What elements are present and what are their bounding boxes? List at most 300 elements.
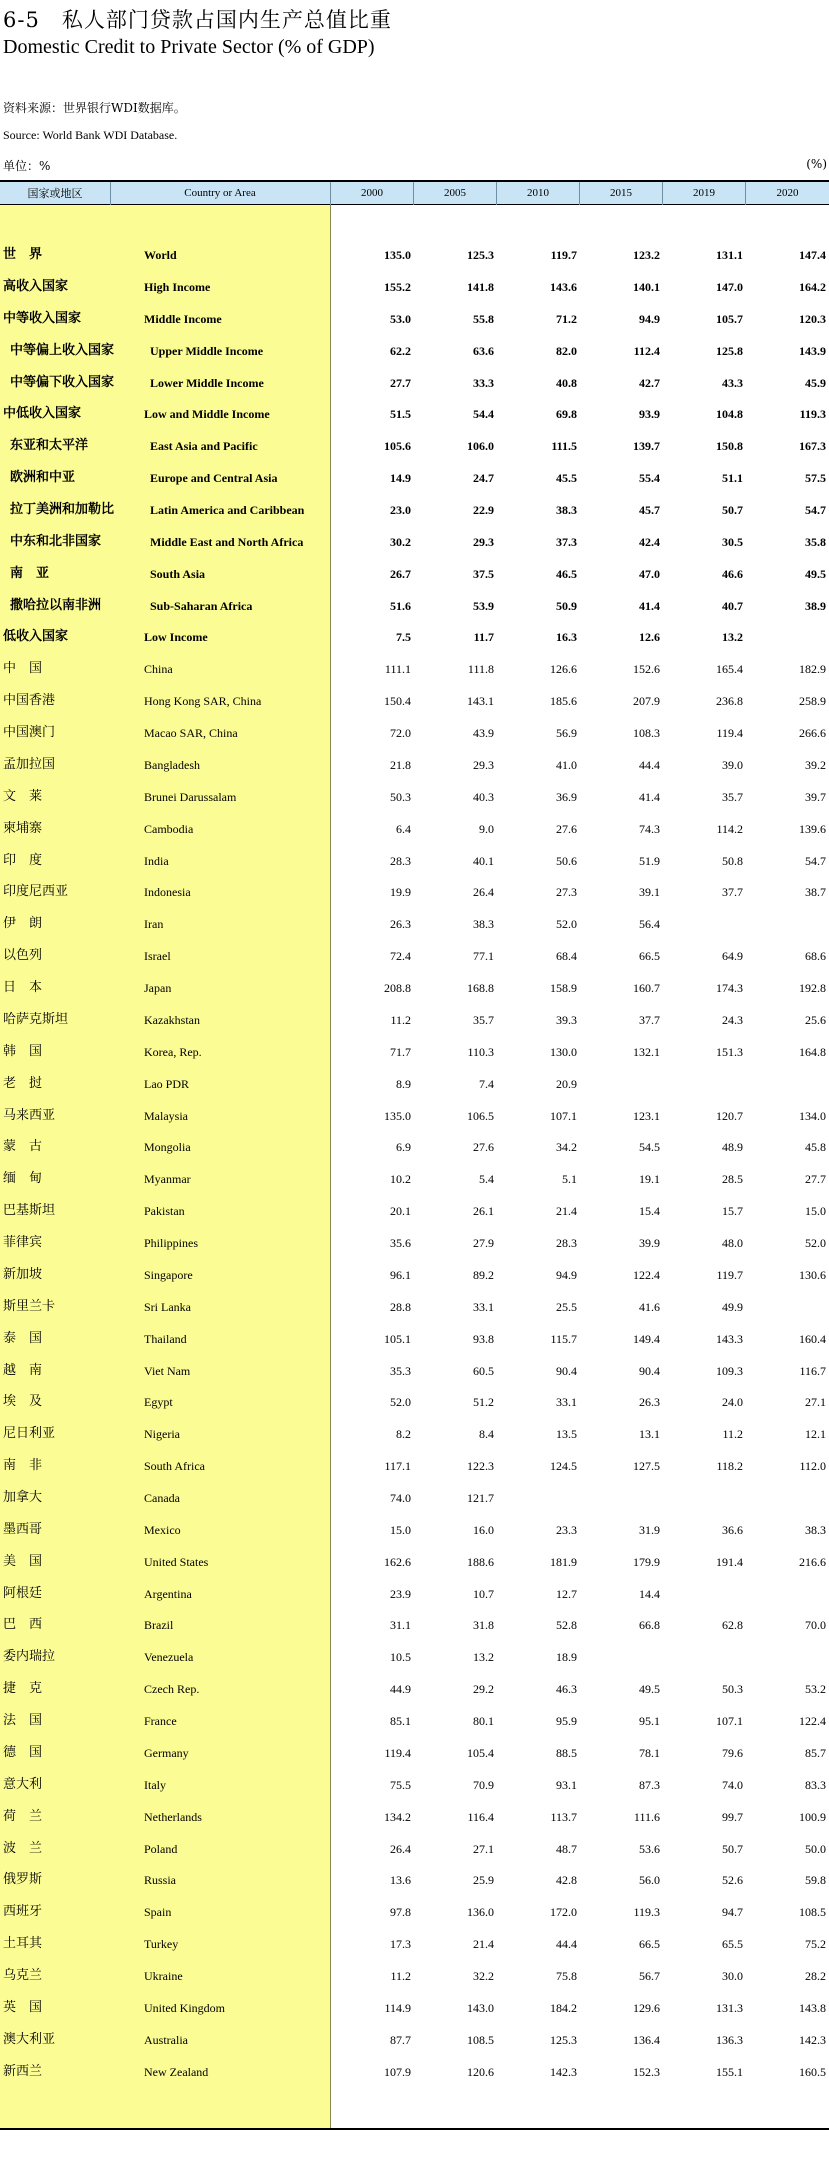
country-name-en: Czech Rep. [144,1682,200,1697]
value-cell: 62.2 [390,343,411,358]
value-cell: 108.3 [633,726,660,740]
value-cell: 125.3 [550,2032,577,2047]
country-name-en: Hong Kong SAR, China [144,694,262,709]
table-row [0,1773,829,1797]
country-name-en: Philippines [144,1236,199,1250]
country-name-en: East Asia and Pacific [150,439,258,454]
value-cell: 47.0 [639,566,660,581]
country-name-cn: 中等偏上收入国家 [10,342,115,358]
country-name-en: India [144,853,169,868]
value-cell: 20.1 [390,1204,411,1219]
value-cell: 129.6 [633,2000,660,2015]
country-name-cn: 中 国 [3,661,43,677]
header-country-cn: 国家或地区 [27,187,83,200]
value-cell: 136.4 [633,2032,660,2047]
country-name-en: Brazil [144,1618,174,1633]
country-name-cn: 埃 及 [3,1394,43,1410]
header-year: 2010 [527,187,549,199]
value-cell: 31.9 [639,1522,660,1537]
value-cell: 147.4 [799,248,826,262]
country-name-cn: 巴基斯坦 [3,1203,56,1219]
value-cell: 50.8 [722,853,743,868]
table-row [0,1008,829,1032]
value-cell: 158.9 [550,981,577,995]
table-row [0,2060,829,2084]
table-row [0,1231,829,1255]
value-cell: 164.2 [799,279,826,294]
country-name-cn: 越 南 [3,1362,43,1378]
table-row [0,1486,829,1510]
country-name-en: Netherlands [144,1809,202,1824]
value-cell: 135.0 [384,1108,411,1123]
value-cell: 12.7 [556,1586,577,1601]
value-cell: 94.9 [639,311,660,326]
table-row [0,1104,829,1128]
country-name-en: Japan [144,981,172,995]
value-cell: 50.3 [390,789,411,804]
table-row [0,912,829,936]
value-cell: 35.3 [390,1363,411,1378]
table-row [0,402,829,426]
value-cell: 25.5 [556,1299,577,1314]
country-name-en: Kazakhstan [144,1012,200,1027]
value-cell: 52.6 [722,1873,743,1888]
value-cell: 150.4 [384,694,411,709]
value-cell: 66.8 [639,1618,660,1633]
source-note-english: Source: World Bank WDI Database. [3,128,178,142]
value-cell: 28.3 [556,1236,577,1250]
value-cell: 16.3 [556,630,577,645]
country-name-en: France [144,1714,177,1728]
value-cell: 121.7 [467,1490,494,1505]
value-cell: 155.1 [716,2064,743,2079]
value-cell: 45.7 [639,503,660,517]
value-cell: 10.2 [390,1172,411,1187]
value-cell: 28.2 [805,1969,826,1983]
country-name-en: Ukraine [144,1969,183,1983]
value-cell: 21.8 [390,757,411,772]
value-cell: 64.9 [722,949,743,964]
country-name-en: Thailand [144,1331,187,1346]
table-row [0,753,829,777]
value-cell: 105.6 [384,439,411,454]
value-cell: 27.1 [805,1395,826,1410]
table-row [0,1645,829,1669]
value-cell: 207.9 [633,694,660,709]
value-cell: 65.5 [722,1937,743,1952]
country-name-cn: 美 国 [3,1553,43,1569]
value-cell: 116.4 [467,1809,494,1824]
table-row [0,498,829,522]
value-cell: 24.0 [722,1395,743,1410]
value-cell: 66.5 [639,1937,660,1952]
value-cell: 49.5 [639,1682,660,1697]
value-cell: 94.9 [556,1267,577,1282]
value-cell: 30.2 [390,534,411,549]
value-cell: 52.8 [556,1618,577,1633]
country-name-en: Russia [144,1873,177,1888]
value-cell: 143.1 [467,694,494,709]
country-name-en: Indonesia [144,885,191,900]
table-row [0,1805,829,1829]
country-name-cn: 欧洲和中亚 [10,470,76,486]
table-row [0,2028,829,2052]
value-cell: 27.7 [390,375,411,390]
country-name-en: Latin America and Caribbean [150,503,305,517]
country-name-cn: 波 兰 [3,1840,43,1856]
table-row [0,689,829,713]
value-cell: 33.3 [473,375,494,390]
value-cell: 80.1 [473,1714,494,1728]
value-cell: 19.1 [639,1172,660,1187]
country-name-cn: 拉丁美洲和加勒比 [10,502,115,517]
value-cell: 11.2 [390,1969,411,1983]
country-name-cn: 高收入国家 [3,278,69,294]
value-cell: 155.2 [384,279,411,294]
value-cell: 13.1 [639,1427,660,1442]
value-cell: 188.6 [467,1554,494,1569]
country-name-en: Europe and Central Asia [150,471,278,486]
value-cell: 116.7 [799,1363,826,1378]
country-name-cn: 法 国 [3,1713,43,1728]
value-cell: 139.6 [799,821,826,836]
value-cell: 50.7 [722,503,743,517]
country-name-en: Israel [144,949,171,964]
country-name-cn: 中等偏下收入国家 [10,374,115,390]
country-name-en: Mexico [144,1522,181,1537]
table-row [0,466,829,490]
country-name-cn: 印度尼西亚 [3,884,69,900]
value-cell: 162.6 [384,1554,411,1569]
value-cell: 23.3 [556,1522,577,1537]
value-cell: 7.5 [396,630,411,645]
value-cell: 126.6 [550,662,577,677]
value-cell: 18.9 [556,1650,577,1665]
country-name-cn: 墨西哥 [3,1521,43,1537]
value-cell: 143.6 [550,279,577,294]
value-cell: 122.3 [467,1459,494,1474]
table-row [0,1613,829,1637]
value-cell: 63.6 [473,343,494,358]
value-cell: 44.4 [639,757,660,772]
value-cell: 51.5 [390,407,411,422]
value-cell: 13.5 [556,1427,577,1442]
value-cell: 216.6 [799,1554,826,1569]
value-cell: 172.0 [550,1905,577,1920]
value-cell: 87.3 [639,1777,660,1792]
country-name-cn: 中国澳门 [3,725,56,740]
value-cell: 108.5 [799,1905,826,1920]
country-name-cn: 中低收入国家 [3,406,82,422]
value-cell: 258.9 [799,694,826,709]
country-name-en: Mongolia [144,1140,191,1155]
value-cell: 66.5 [639,949,660,964]
page-title-chinese: 6-5 私人部门贷款占国内生产总值比重 [3,8,392,32]
value-cell: 123.1 [633,1108,660,1123]
value-cell: 124.5 [550,1459,577,1474]
value-cell: 82.0 [556,343,577,358]
value-cell: 119.3 [633,1905,660,1920]
value-cell: 105.4 [467,1745,494,1760]
value-cell: 71.7 [390,1044,411,1059]
value-cell: 149.4 [633,1331,660,1346]
table-row [0,371,829,395]
value-cell: 45.9 [805,375,826,390]
country-name-en: Sri Lanka [144,1299,191,1314]
value-cell: 12.6 [639,630,660,645]
value-cell: 42.8 [556,1873,577,1888]
value-cell: 160.5 [799,2064,826,2079]
value-cell: 44.9 [390,1682,411,1697]
country-name-en: Australia [144,2032,188,2047]
value-cell: 125.8 [716,343,743,358]
value-cell: 11.7 [473,630,494,645]
value-cell: 29.3 [473,534,494,549]
country-name-cn: 南 非 [3,1458,43,1474]
value-cell: 54.7 [805,853,826,868]
value-cell: 136.0 [467,1905,494,1920]
country-name-en: Spain [144,1905,172,1920]
value-cell: 52.0 [390,1395,411,1410]
value-cell: 77.1 [473,949,494,964]
country-name-en: Argentina [144,1586,192,1601]
country-name-en: Malaysia [144,1108,188,1123]
value-cell: 94.7 [722,1905,743,1920]
value-cell: 21.4 [473,1937,494,1952]
value-cell: 152.3 [633,2064,660,2079]
country-name-cn: 加拿大 [3,1489,43,1505]
value-cell: 27.9 [473,1236,494,1250]
value-cell: 110.3 [467,1044,494,1059]
country-name-en: Korea, Rep. [144,1044,202,1059]
value-cell: 160.7 [633,981,660,995]
value-cell: 17.3 [390,1937,411,1952]
value-cell: 160.4 [799,1331,826,1346]
value-cell: 35.7 [722,789,743,804]
value-cell: 27.1 [473,1841,494,1856]
value-cell: 179.9 [633,1554,660,1569]
value-cell: 55.4 [639,471,660,486]
value-cell: 59.8 [805,1873,826,1888]
value-cell: 19.9 [390,885,411,900]
table-row [0,1390,829,1414]
country-name-cn: 柬埔寨 [3,820,43,836]
value-cell: 28.8 [390,1299,411,1314]
country-name-en: High Income [144,279,211,294]
value-cell: 135.0 [384,248,411,262]
country-name-cn: 日 本 [3,980,43,995]
value-cell: 53.2 [805,1682,826,1697]
value-cell: 118.2 [716,1459,743,1474]
value-cell: 33.1 [473,1299,494,1314]
value-cell: 192.8 [799,981,826,995]
country-name-en: Lao PDR [144,1076,189,1091]
value-cell: 74.0 [722,1777,743,1792]
table-row [0,562,829,586]
table-row [0,625,829,649]
country-name-cn: 泰 国 [3,1330,43,1346]
value-cell: 78.1 [639,1745,660,1760]
value-cell: 52.0 [805,1236,826,1250]
value-cell: 75.2 [805,1937,826,1952]
value-cell: 236.8 [716,694,743,709]
value-cell: 185.6 [550,694,577,709]
value-cell: 39.9 [639,1236,660,1250]
country-name-en: Bangladesh [144,757,200,772]
table-row [0,976,829,1000]
country-name-en: World [144,248,177,262]
country-name-cn: 中等收入国家 [3,310,82,326]
value-cell: 15.7 [722,1204,743,1219]
value-cell: 115.7 [550,1331,577,1346]
table-row [0,1263,829,1287]
value-cell: 24.3 [722,1012,743,1027]
value-cell: 46.3 [556,1682,577,1697]
table-row [0,275,829,299]
value-cell: 39.3 [556,1012,577,1027]
value-cell: 112.4 [633,343,660,358]
country-name-en: Sub-Saharan Africa [150,598,253,613]
table-row [0,657,829,681]
unit-label-symbol: (%) [806,157,827,171]
country-name-en: United Kingdom [144,2000,225,2015]
value-cell: 40.1 [473,853,494,868]
value-cell: 26.4 [390,1841,411,1856]
country-name-cn: 新加坡 [3,1266,43,1282]
value-cell: 29.3 [473,757,494,772]
value-cell: 143.3 [716,1331,743,1346]
table-row [0,1868,829,1892]
value-cell: 27.6 [556,821,577,836]
value-cell: 39.0 [722,757,743,772]
value-cell: 108.5 [467,2032,494,2047]
value-cell: 111.6 [633,1809,660,1824]
value-cell: 68.6 [805,949,826,964]
table-row [0,785,829,809]
value-cell: 112.0 [799,1459,826,1474]
value-cell: 122.4 [633,1267,660,1282]
value-cell: 41.0 [556,757,577,772]
country-name-cn: 斯里兰卡 [3,1298,56,1314]
value-cell: 54.4 [473,407,494,422]
table-row [0,1072,829,1096]
page-title-english: Domestic Credit to Private Sector (% of GDP) [3,36,375,58]
value-cell: 130.0 [550,1044,577,1059]
value-cell: 50.6 [556,853,577,868]
country-name-en: Middle East and North Africa [150,534,304,549]
table-row [0,1454,829,1478]
country-name-en: Low and Middle Income [144,407,270,422]
country-name-cn: 文 莱 [3,788,43,804]
source-note-chinese: 资料来源：世界银行WDI数据库。 [3,101,186,115]
value-cell: 53.9 [473,598,494,613]
value-cell: 151.3 [716,1044,743,1059]
country-name-en: Low Income [144,630,208,645]
value-cell: 53.6 [639,1841,660,1856]
value-cell: 182.9 [799,662,826,677]
value-cell: 33.1 [556,1395,577,1410]
value-cell: 83.3 [805,1777,826,1792]
value-cell: 26.1 [473,1204,494,1219]
value-cell: 20.9 [556,1076,577,1091]
value-cell: 5.1 [562,1172,577,1187]
country-name-en: Turkey [144,1937,179,1952]
value-cell: 90.4 [639,1363,660,1378]
value-cell: 140.1 [633,279,660,294]
value-cell: 72.4 [390,949,411,964]
value-cell: 119.3 [799,407,826,422]
value-cell: 38.7 [805,885,826,900]
value-cell: 74.0 [390,1490,411,1505]
country-name-cn: 新西兰 [3,2063,43,2079]
value-cell: 109.3 [716,1363,743,1378]
table-bottom-rule [0,2128,829,2130]
value-cell: 39.7 [805,789,826,804]
value-cell: 50.7 [722,1841,743,1856]
value-cell: 5.4 [479,1172,494,1187]
value-cell: 184.2 [550,2000,577,2015]
table-row [0,1518,829,1542]
country-name-cn: 缅 甸 [3,1171,43,1187]
value-cell: 107.9 [384,2064,411,2079]
value-cell: 105.1 [384,1331,411,1346]
country-name-en: Egypt [144,1395,173,1410]
value-cell: 24.7 [473,471,494,486]
value-cell: 6.4 [396,821,411,836]
country-name-en: China [144,662,173,677]
value-cell: 62.8 [722,1618,743,1633]
value-cell: 75.8 [556,1969,577,1983]
country-name-cn: 伊 朗 [3,916,43,932]
value-cell: 72.0 [390,726,411,740]
country-name-cn: 马来西亚 [3,1107,56,1123]
value-cell: 43.3 [722,375,743,390]
table-row [0,243,829,267]
table-row [0,880,829,904]
value-cell: 28.5 [722,1172,743,1187]
value-cell: 9.0 [479,821,494,836]
table-row [0,530,829,554]
table-row [0,1550,829,1574]
value-cell: 40.3 [473,789,494,804]
value-cell: 79.6 [722,1745,743,1760]
value-cell: 120.3 [799,311,826,326]
table-row [0,1582,829,1606]
country-name-en: United States [144,1554,209,1569]
header-year: 2005 [444,187,466,199]
value-cell: 36.9 [556,789,577,804]
value-cell: 30.5 [722,534,743,549]
value-cell: 23.9 [390,1586,411,1601]
country-name-cn: 南 亚 [10,565,50,581]
value-cell: 30.0 [722,1969,743,1983]
value-cell: 85.7 [805,1745,826,1760]
country-name-cn: 蒙 古 [3,1139,43,1155]
value-cell: 54.7 [805,503,826,517]
value-cell: 130.6 [799,1267,826,1282]
country-name-cn: 尼日利亚 [3,1426,56,1442]
value-cell: 45.5 [556,471,577,486]
value-cell: 39.1 [639,885,660,900]
value-cell: 74.3 [639,821,660,836]
value-cell: 26.3 [390,917,411,932]
value-cell: 41.4 [639,598,660,613]
value-cell: 111.8 [467,662,494,677]
value-cell: 132.1 [633,1044,660,1059]
country-name-cn: 菲律宾 [3,1235,43,1250]
table-row [0,1359,829,1383]
value-cell: 167.3 [799,439,826,454]
